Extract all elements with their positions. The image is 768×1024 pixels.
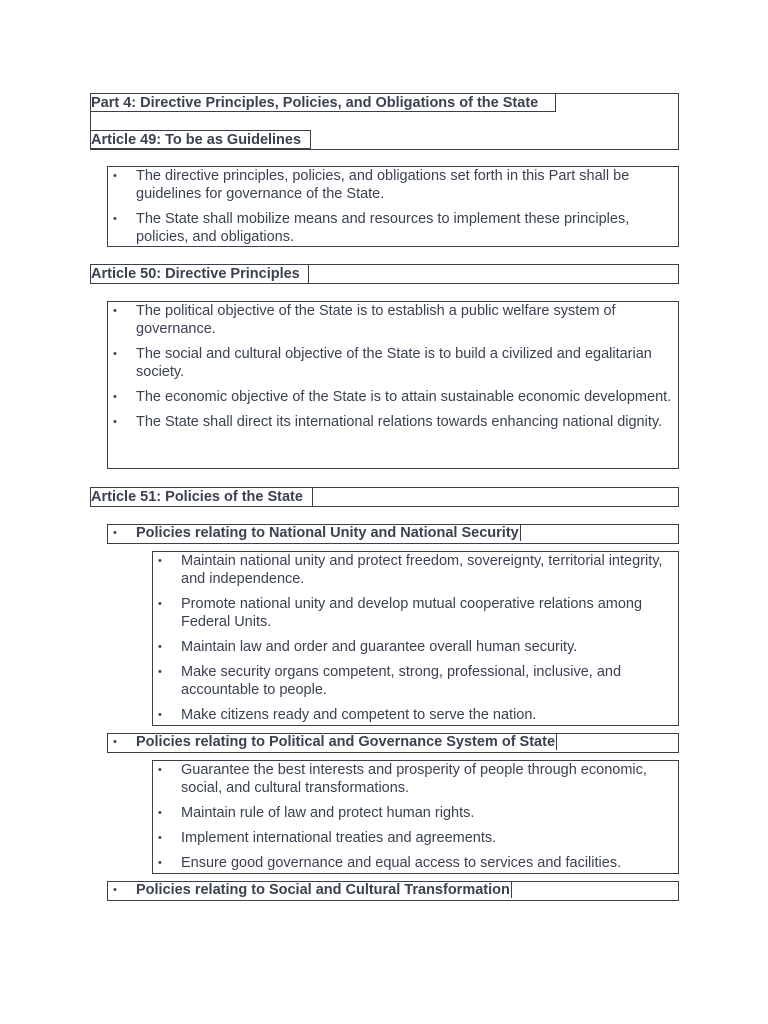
group-1-title-text: Policies relating to National Unity and National Security <box>136 525 519 541</box>
group-2-title <box>107 733 679 753</box>
group-2-list <box>152 761 677 872</box>
bullet-icon: • <box>113 884 117 896</box>
bullet-icon: • <box>113 527 117 539</box>
list-item: • The State shall mobilize means and resources to implement these principles, policies, and obligations. <box>107 210 677 246</box>
list-item: • Ensure good governance and equal access to services and facilities. <box>152 854 677 872</box>
group-1-list <box>152 552 677 724</box>
group-3-title <box>107 881 679 901</box>
article-51-title: Article 51: Policies of the State <box>90 487 313 507</box>
part-title: Part 4: Directive Principles, Policies, and Obligations of the State <box>90 93 556 112</box>
list-item: • Make citizens ready and competent to serve the nation. <box>152 706 677 724</box>
list-item: • Make security organs competent, strong, professional, inclusive, and accountable to people. <box>152 663 677 699</box>
article-50-title: Article 50: Directive Principles <box>90 264 309 284</box>
article-49-title: Article 49: To be as Guidelines <box>90 130 311 149</box>
list-item: • Maintain law and order and guarantee overall human security. <box>152 638 677 656</box>
list-item: • The social and cultural objective of the State is to build a civilized and egalitarian society. <box>107 345 677 381</box>
list-item: • Guarantee the best interests and prosperity of people through economic, social, and cultural transformations. <box>152 761 677 797</box>
bullet-icon: • <box>113 736 117 748</box>
list-item: • Maintain national unity and protect freedom, sovereignty, territorial integrity, and independence. <box>152 552 677 588</box>
group-2-title-text: Policies relating to Political and Governance System of State <box>136 734 556 750</box>
list-item: • Implement international treaties and agreements. <box>152 829 677 847</box>
list-item: • The State shall direct its international relations towards enhancing national dignity. <box>107 413 677 431</box>
list-item: • The economic objective of the State is to attain sustainable economic development. <box>107 388 677 406</box>
list-item: • The political objective of the State is to establish a public welfare system of governance. <box>107 302 677 338</box>
group-3-title-text: Policies relating to Social and Cultural Transformation <box>136 882 510 898</box>
list-item: • The directive principles, policies, and obligations set forth in this Part shall be guidelines for governance of the State. <box>107 167 677 203</box>
list-item: • Maintain rule of law and protect human rights. <box>152 804 677 822</box>
group-1-title <box>107 524 679 544</box>
article-50-list <box>107 302 677 431</box>
article-49-list <box>107 167 677 246</box>
list-item: • Promote national unity and develop mutual cooperative relations among Federal Units. <box>152 595 677 631</box>
